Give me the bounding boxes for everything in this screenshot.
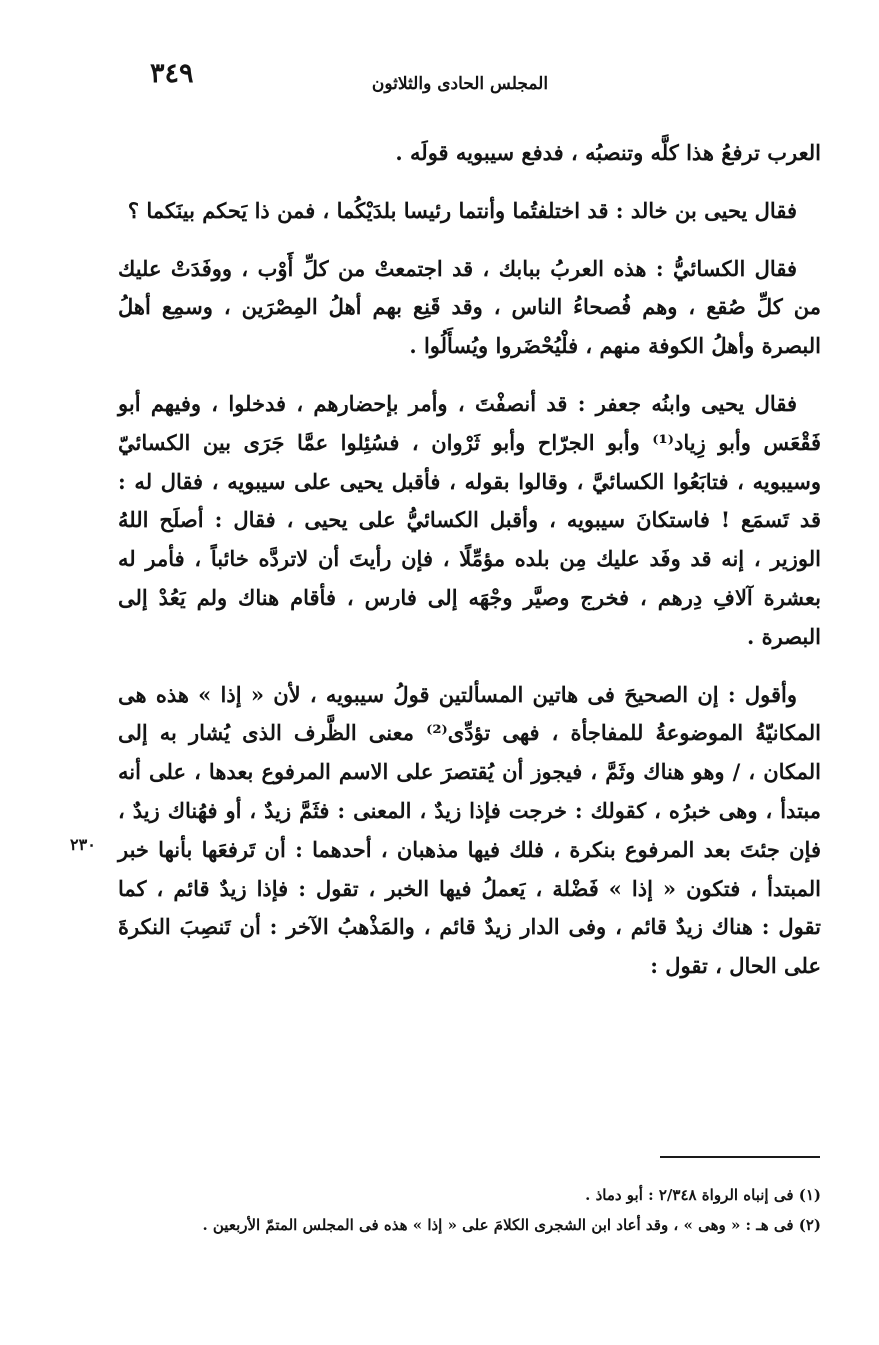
running-header-title: المجلس الحادى والثلاثون <box>371 74 549 94</box>
paragraph: فقال يحيى وابنُه جعفر : قد أنصفْتَ ، وأمر بإحضارهم ، فدخلوا ، وفيهم أبو فَقْعَس وأبو زِياد⁽¹⁾ وأبو الجرّاح وأبو ثَرْوان ، فسُئِلوا عمَّا جَرَى بين الكسائيّ وسيبويه ، فتابَعُوا الكسائيَّ ، وقالوا بقوله ، فأقبل يحيى على سيبويه ، فقال له : قد تَسمَع ! فاستكانَ سيبويه ، وأقبل الكسائيُّ على يحيى ، فقال : أصلَح اللهُ الوزير ، إنه قد وفَد عليك مِن بلده مؤمِّلًا ، فإن رأيتَ أن لاتردَّه خائباً ، فأمر له بعشرة آلافِ دِرهم ، فخرج وصيَّر وجْهَه إلى فارس ، فأقام هناك ولم يَعُدْ إلى البصرة . <box>118 390 821 649</box>
footnotes <box>118 1180 821 1240</box>
paragraph: العرب ترفعُ هذا كلَّه وتنصبُه ، فدفع سيبويه قولَه . <box>395 140 821 165</box>
page-number: ٣٤٩ <box>150 58 194 89</box>
paragraph: فقال الكسائيُّ : هذه العربُ ببابك ، قد اجتمعتْ من كلِّ أَوْب ، ووفَدَتْ عليك من كلِّ صُقع ، وهم فُصحاءُ الناس ، وقد قَنِع بهم أهلُ المِصْرَين ، وسمِع أهلُ البصرة وأهلُ الكوفة منهم ، فلْيُحْضَروا ويُسأَلُوا . <box>118 255 821 359</box>
footnote-divider <box>660 1156 820 1158</box>
footnote: (٢) فى هـ : « وهى » ، وقد أعاد ابن الشجرى الكلامَ على « إذا » هذه فى المجلس المتمّ الأربعين . <box>202 1216 821 1234</box>
paragraph: وأقول : إن الصحيحَ فى هاتين المسألتين قولُ سيبويه ، لأن « إذا » هذه هى المكانيّةُ الموضوعةُ للمفاجأة ، فهى تؤدِّى⁽²⁾ معنى الظَّرف الذى يُشار به إلى المكان ، / وهو هناك وثَمَّ ، فيجوز أن يُقتصرَ على الاسم المرفوع بعدها ، على أنه مبتدأ ، وهى خبرُه ، كقولك : خرجت فإذا زيدٌ ، المعنى : فثَمَّ زيدٌ ، أو فهُناك زيدٌ ، فإن جئتَ بعد المرفوع بنكرة ، فلك فيها مذهبان ، أحدهما : أن تَرفعَها بأنها خبر المبتدأ ، فتكون « إذا » فَضْلة ، يَعملُ فيها الخبر ، تقول : فإذا زيدٌ قائم ، كما تقول : هناك زيدٌ قائم ، وفى الدار زيدٌ قائم ، والمَذْهبُ الآخر : أن تَنصِبَ النكرةَ على الحال ، تقول : <box>118 681 822 979</box>
footnote: (١) فى إنباه الرواة ٢/٣٤٨ : أبو دماذ . <box>585 1186 821 1204</box>
paragraph: فقال يحيى بن خالد : قد اختلفتُما وأنتما رئيسا بلدَيْكُما ، فمن ذا يَحكم بينَكما ؟ <box>127 197 797 223</box>
margin-page-reference: ٢٣٠ <box>70 835 96 854</box>
main-text <box>118 134 821 1005</box>
